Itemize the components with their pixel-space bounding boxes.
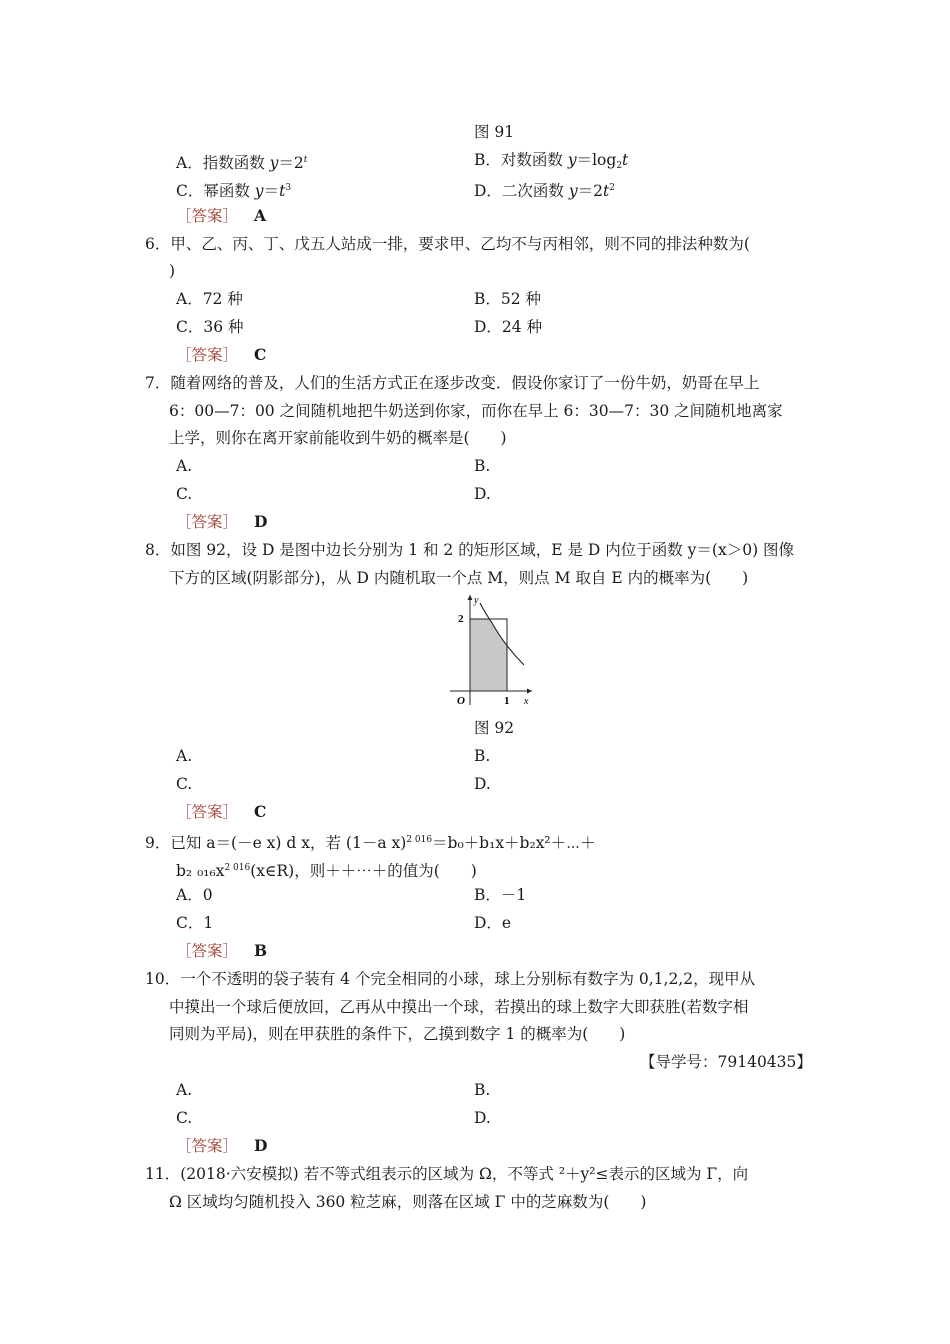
q5-option-c: C．幂函数 $y=t^3$ xyxy=(176,182,292,200)
q9-option-d: D．e xyxy=(474,914,512,932)
q7-option-a: A. xyxy=(176,457,193,475)
q7-stem-line1: 7．随着网络的普及，人们的生活方式正在逐步改变．假设你家订了一份牛奶，奶哥在早上 xyxy=(145,374,760,392)
q9-option-b: B．－1 xyxy=(474,886,527,904)
q10-stem-line1: 10．一个不透明的袋子装有 4 个完全相同的小球，球上分别标有数字为 0,1,2,2，现甲从 xyxy=(145,970,756,988)
q10-stem-line3: 同则为平局)，则在甲获胜的条件下，乙摸到数字 1 的概率为( ) xyxy=(169,1025,626,1043)
q7-option-b: B. xyxy=(474,457,491,475)
q11-stem-line1: 11．(2018·六安模拟) 若不等式组表示的区域为 Ω，不等式 ²＋y²≤表示的区域为 Γ，向 xyxy=(145,1165,749,1183)
q10-option-a: A. xyxy=(176,1081,193,1099)
q6-answer: ［答案］ C xyxy=(176,345,267,364)
q9-option-c: C．1 xyxy=(176,914,214,932)
q8-option-a: A. xyxy=(176,747,193,765)
q9-stem-line2: b₂ $_{016}x^{2 016}(x\in R)$，则＋＋⋯＋的值为( ) xyxy=(176,862,477,880)
tick-label-y-2: 2 xyxy=(458,613,464,625)
x-axis-arrow-icon xyxy=(527,689,532,694)
q9-answer: ［答案］ B xyxy=(176,941,268,960)
q10-answer: ［答案］ D xyxy=(176,1136,268,1155)
q8-option-d: D. xyxy=(474,775,491,793)
y-axis-label: y xyxy=(474,595,479,606)
q7-stem-line2: 6：00—7：00 之间随机地把牛奶送到你家，而你在早上 6：30—7：30 之间随机地离家 xyxy=(169,402,783,420)
q8-answer: ［答案］ C xyxy=(176,802,267,821)
q5-answer: ［答案］ A xyxy=(176,206,267,225)
q7-stem-line3: 上学，则你在离开家前能收到牛奶的概率是( ) xyxy=(169,429,507,447)
q6-option-a: A．72 种 xyxy=(176,290,243,308)
figure-91-caption: 图 91 xyxy=(474,123,515,141)
origin-label: O xyxy=(457,695,465,707)
q6-stem-line1: 6．甲、乙、丙、丁、戊五人站成一排，要求甲、乙均不与丙相邻，则不同的排法种数为( xyxy=(145,235,750,253)
q9-option-a: A．0 xyxy=(176,886,213,904)
q8-option-b: B. xyxy=(474,747,491,765)
q6-option-b: B．52 种 xyxy=(474,290,542,308)
q8-option-c: C. xyxy=(176,775,193,793)
q7-answer: ［答案］ D xyxy=(176,512,268,531)
q10-option-c: C. xyxy=(176,1109,193,1127)
x-axis-label: x xyxy=(524,696,529,707)
q10-option-b: B. xyxy=(474,1081,491,1099)
q6-option-c: C．36 种 xyxy=(176,318,244,336)
q8-stem-line2: 下方的区域(阴影部分)，从 D 内随机取一个点 M，则点 M 取自 E 内的概率为( ) xyxy=(169,569,749,587)
q11-stem-line2: Ω 区域均匀随机投入 360 粒芝麻，则落在区域 Γ 中的芝麻数为( ) xyxy=(169,1193,647,1211)
q5-option-b: B．对数函数 $y=\log_2t$ xyxy=(474,151,629,171)
y-axis-arrow-icon xyxy=(468,595,473,600)
figure-92-graph xyxy=(444,593,536,711)
q7-option-c: C. xyxy=(176,485,193,503)
q10-stem-line2: 中摸出一个球后便放回，乙再从中摸出一个球，若摸出的球上数字大即获胜(若数字相 xyxy=(169,998,749,1016)
q5-option-a: A．指数函数 $y=2^t$ xyxy=(176,154,308,172)
q9-stem-line1: 9．已知 a＝(－e x) d x，若 (1－a x)$^{2 016}$＝b₀＋b₁x＋b₂x²＋⋯＋ xyxy=(145,834,596,852)
figure-92-caption: 图 92 xyxy=(474,719,515,737)
q10-option-d: D. xyxy=(474,1109,491,1127)
q10-guide-number: 【导学号：79140435】 xyxy=(640,1053,812,1071)
q8-stem-line1: 8．如图 92，设 D 是图中边长分别为 1 和 2 的矩形区域，E 是 D 内位于函数 y＝(x＞0) 图像 xyxy=(145,541,795,559)
shaded-region xyxy=(470,619,507,691)
q5-option-d: D．二次函数 $y=2t^2$ xyxy=(474,182,615,200)
tick-label-x-1: 1 xyxy=(504,695,510,707)
q6-stem-line2: ) xyxy=(169,262,176,280)
q7-option-d: D. xyxy=(474,485,491,503)
q6-option-d: D．24 种 xyxy=(474,318,543,336)
